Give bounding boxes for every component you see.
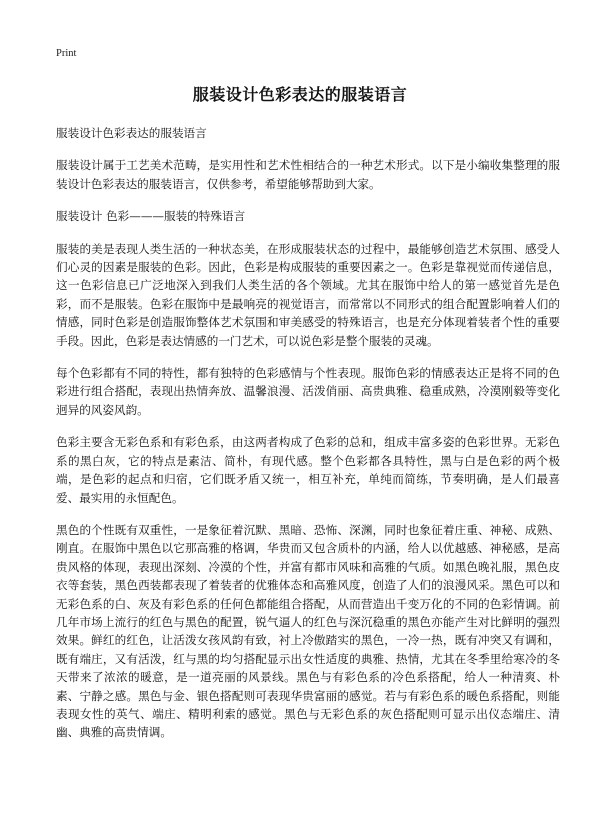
section-heading: 服装设计 色彩———服装的特殊语言 [56,209,246,224]
article-body [56,124,560,756]
body-paragraph-1: 服装的美是表现人类生活的一种状态美，在形成服装状态的过程中，最能够创造艺术氛围、感受人们心灵的因素是服装的色彩。因此，色彩是构成服装的重要因素之一。色彩是靠视觉而传递信息，这一色彩信息已广泛地深入到我们人类生活的各个领域。尤其在服饰中给人的第一感觉首先是色彩，而不是服装。色彩在服饰中是最响亮的视觉语言，而常常以不同形式的组合配置影响着人们的情感，同时色彩是创造服饰整体艺术氛围和审美感受的特殊语言，也是充分体现着装者个性的重要手段。因此，色彩是表达情感的一门艺术，可以说色彩是整个服装的灵魂。 [56,241,560,348]
page-title: 服装设计色彩表达的服装语言 [192,85,408,104]
article-subtitle: 服装设计色彩表达的服装语言 [56,126,207,140]
print-link[interactable]: Print [56,48,77,59]
intro-paragraph: 服装设计属于工艺美术范畴，是实用性和艺术性相结合的一种艺术形式。以下是小编收集整理的服装设计色彩表达的服装语言，仅供参考，希望能够帮助到大家。 [56,158,560,191]
body-paragraph-4: 黑色的个性既有双重性，一是象征着沉默、黑暗、恐怖、深渊，同时也象征着庄重、神秘、成熟、刚直。在服饰中黑色以它那高雅的格调，华贵而又包含质朴的内涵，给人以优越感、神秘感，是高贵风格的体现，表现出深刻、冷漠的个性，并富有都市风味和高雅的气质。如黑色晚礼服，黑色皮衣等套装，黑色西装都表现了着装者的优雅体态和高雅风度，创造了人们的浪漫风采。黑色可以和无彩色系的白、灰及有彩色系的任何色都能组合搭配，从而营造出千变万化的不同的色彩情调。前几年市场上流行的红色与黑色的配置，锐气逼人的红色与深沉稳重的黑色亦能产生对比鲜明的强烈效果。鲜红的红色，让活泼女孩风韵有致，衬上冷傲踏实的黑色，一冷一热，既有冲突又有调和，既有端庄，又有活泼，红与黑的均匀搭配显示出女性适度的典雅、热情，尤其在冬季里给寒冷的冬天带来了浓浓的暖意，是一道亮丽的风景线。黑色与有彩色系的冷色系搭配，给人一种清爽、朴素、宁静之感。黑色与金、银色搭配则可表现华贵富丽的感觉。若与有彩色系的暖色系搭配，则能表现女性的英气、端庄、精明利索的感觉。黑色与无彩色系的灰色搭配则可显示出仪态端庄、清幽、典雅的高贵情调。 [56,522,560,740]
body-paragraph-2: 每个色彩都有不同的特性，都有独特的色彩感情与个性表现。服饰色彩的情感表达正是将不同的色彩进行组合搭配，表现出热情奔放、温馨浪漫、活泼俏丽、高贵典雅、稳重成熟，冷漠刚毅等变化迥异的风姿风韵。 [56,366,560,417]
body-paragraph-3: 色彩主要含无彩色系和有彩色系，由这两者构成了色彩的总和，组成丰富多姿的色彩世界。无彩色系的黑白灰，它的特点是素洁、简朴，有现代感。整个色彩都各具特性，黑与白是色彩的两个极端，是色彩的起点和归宿，它们既矛盾又统一，相互补充，单纯而简练，节奏明确，是人们最喜爱、最实用的永恒配色。 [56,435,560,505]
